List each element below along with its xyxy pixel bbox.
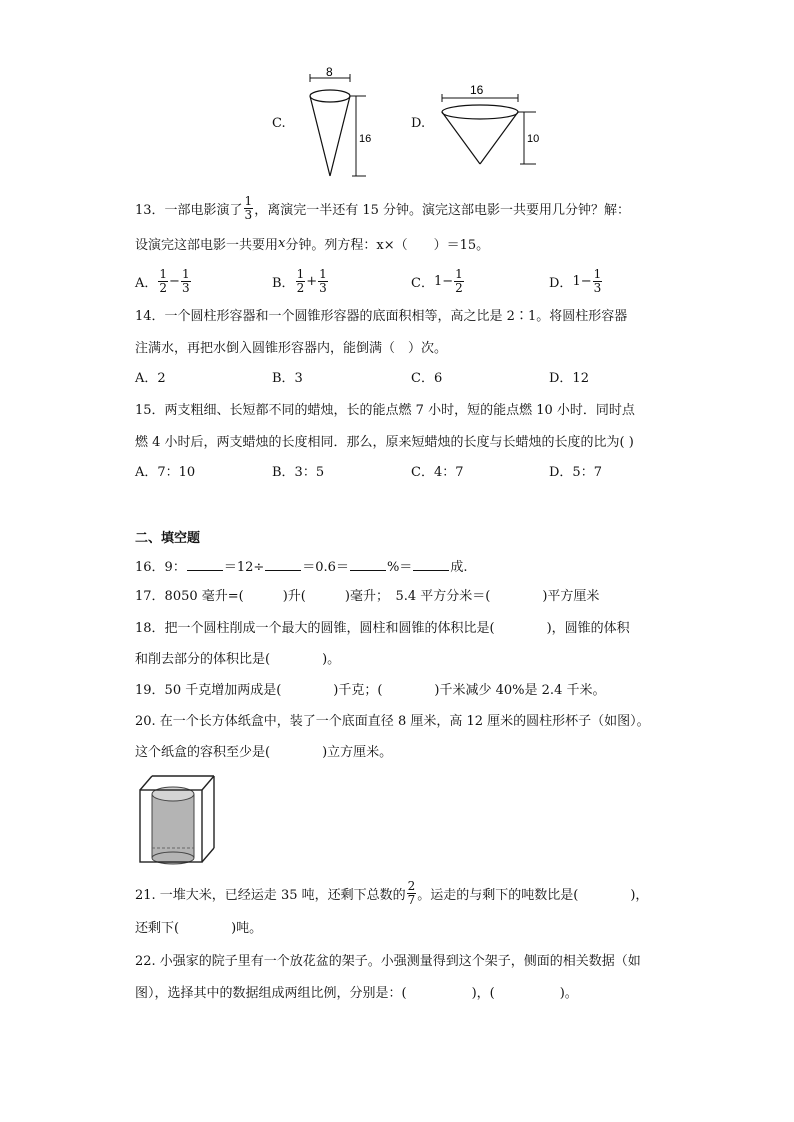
q21-line1 (135, 880, 648, 906)
frac-num: 2 (407, 878, 416, 893)
q16-text-a: 16．9： (135, 559, 186, 575)
frac-den: 2 (159, 280, 168, 295)
q14-line1: 14．一个圆柱形容器和一个圆锥形容器的底面积相等，高之比是 2∶1。将圆柱形容器 (135, 309, 628, 324)
frac-num: 1 (244, 193, 253, 208)
frac-den: 3 (181, 280, 190, 295)
option-letter: A． (135, 275, 158, 291)
variable-x: x (278, 235, 286, 251)
q15-option-a[interactable]: A．7：10 (135, 465, 196, 480)
q14-option-a[interactable]: A．2 (135, 371, 166, 386)
q14-option-c[interactable]: C．6 (411, 371, 443, 386)
q13-line1 (135, 193, 630, 222)
cone-d-diameter-label: 16 (470, 83, 484, 97)
frac-num: 1 (296, 266, 305, 281)
whole-number: 1 (572, 273, 581, 289)
q15-line1: 15．两支粗细、长短都不同的蜡烛，长的能点燃 7 小时，短的能点燃 10 小时．同时点 (135, 403, 635, 418)
q20-line2: 这个纸盒的容积至少是( )立方厘米。 (135, 745, 393, 760)
q15-option-c[interactable]: C．4：7 (411, 465, 464, 480)
blank-4[interactable] (413, 560, 449, 571)
q17-line: 17．8050 毫升=( )升( )毫升； 5.4 平方分米＝( )平方厘米 (135, 589, 600, 604)
q13-option-c[interactable] (411, 268, 465, 294)
q18-line1: 18．把一个圆柱削成一个最大的圆锥，圆柱和圆锥的体积比是( )，圆锥的体积 (135, 621, 630, 636)
operator: − (580, 273, 592, 289)
q21-line2: 还剩下( )吨。 (135, 921, 263, 936)
q14-option-b[interactable]: B．3 (272, 371, 303, 386)
q19-line: 19．50 千克增加两成是( )千克；( )千米减少 40%是 2.4 千米。 (135, 683, 606, 698)
cone-figure-d (436, 80, 548, 168)
q13-text-b: ，离演完一半还有 15 分钟。演完这部电影一共要用几分钟？解： (254, 202, 630, 218)
q18-line2: 和削去部分的体积比是( )。 (135, 652, 341, 667)
option-letter: D． (549, 275, 573, 291)
q21-text-b: 。运走的与剩下的吨数比是( )， (417, 887, 649, 903)
frac-num: 1 (455, 266, 463, 281)
cone-c-diameter-label: 8 (326, 66, 333, 79)
blank-2[interactable] (265, 560, 301, 571)
q22-line2: 图），选择其中的数据组成两组比例，分别是：( )，( )。 (135, 986, 578, 1001)
q13-text-c: 设演完这部电影一共要用 (135, 237, 279, 253)
q13-option-d[interactable] (549, 268, 603, 294)
q13-text-d: 分钟。列方程：x×（ ）＝15。 (285, 237, 490, 253)
operator: − (169, 273, 180, 289)
frac-num: 1 (159, 266, 168, 281)
frac-den: 2 (296, 280, 305, 295)
frac-den: 3 (244, 207, 253, 222)
fraction-two-sevenths (407, 880, 417, 906)
blank-3[interactable] (350, 560, 386, 571)
q13-line2 (135, 234, 489, 252)
cone-c-height-label: 16 (359, 133, 372, 145)
q16-text-d: %＝ (386, 559, 413, 575)
blank-1[interactable] (187, 560, 223, 571)
frac-den: 2 (455, 280, 463, 295)
frac-den: 3 (593, 280, 602, 295)
q16-text-e: 成. (450, 559, 468, 575)
frac-num: 1 (319, 266, 327, 281)
operator: + (306, 273, 318, 289)
q14-option-d[interactable]: D．12 (549, 371, 589, 386)
frac-num: 1 (181, 266, 190, 281)
q13-option-a[interactable] (135, 268, 192, 294)
q14-line2: 注满水，再把水倒入圆锥形容器内，能倒满（ ）次。 (135, 341, 448, 356)
q13-option-b[interactable] (272, 268, 329, 294)
option-c-label: C. (272, 116, 286, 131)
box-with-cylinder-figure (138, 774, 220, 868)
q21-text-a: 21. 一堆大米，已经运走 35 吨，还剩下总数的 (135, 887, 406, 903)
q15-option-d[interactable]: D．5：7 (549, 465, 602, 480)
section-heading-fill-blank: 二、填空题 (135, 531, 201, 546)
cone-figure-c (300, 66, 380, 180)
frac-den: 3 (319, 280, 327, 295)
frac-num: 1 (593, 266, 602, 281)
operator: − (442, 273, 454, 289)
q15-option-b[interactable]: B．3：5 (272, 465, 325, 480)
q15-line2: 燃 4 小时后，两支蜡烛的长度相同．那么，原来短蜡烛的长度与长蜡烛的长度的比为( ) (135, 435, 634, 450)
option-letter: C． (411, 275, 434, 291)
whole-number: 1 (433, 273, 443, 289)
cone-d-height-label: 10 (527, 133, 540, 145)
option-letter: B． (272, 275, 295, 291)
frac-den: 7 (407, 892, 416, 907)
option-d-label: D. (411, 116, 426, 131)
fraction-one-third (244, 195, 254, 221)
q20-line1: 20. 在一个长方体纸盒中，装了一个底面直径 8 厘米，高 12 厘米的圆柱形杯子（如图）。 (135, 714, 650, 729)
q16-text-b: ＝12÷ (223, 559, 265, 575)
q16-text-c: ＝0.6＝ (302, 559, 349, 575)
q16-line (135, 556, 467, 574)
q13-text-a: 13．一部电影演了 (135, 202, 243, 218)
q22-line1: 22. 小强家的院子里有一个放花盆的架子。小强测量得到这个架子，侧面的相关数据（如 (135, 954, 641, 969)
